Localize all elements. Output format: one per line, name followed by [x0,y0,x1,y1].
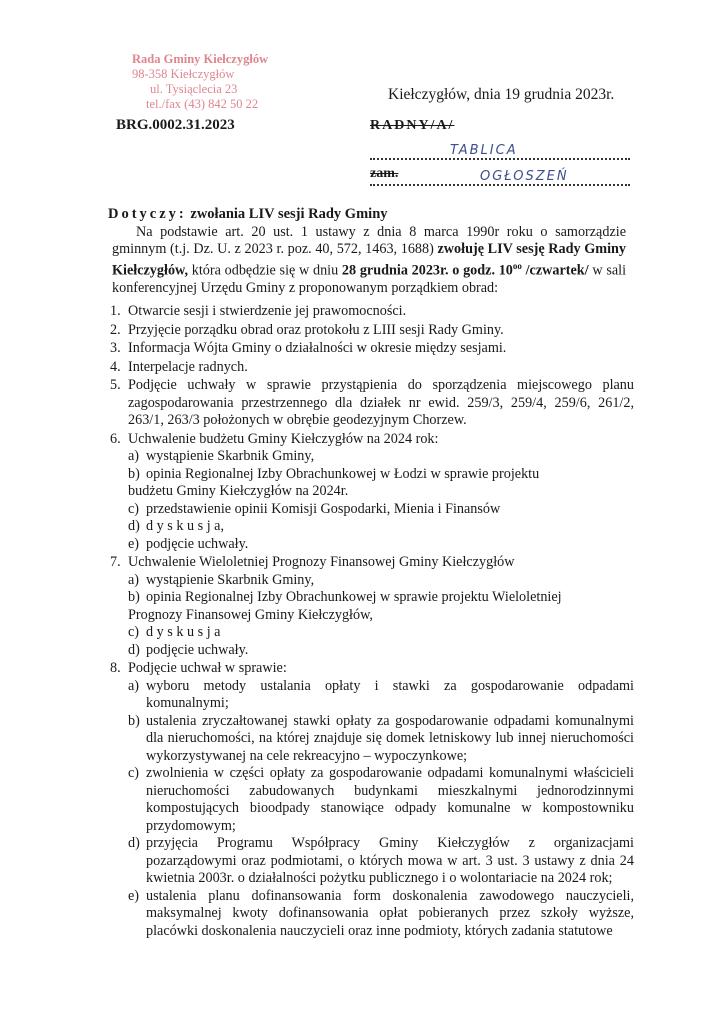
agenda-item-number: 1. [110,303,121,319]
agenda-item-text: Uchwalenie Wieloletniej Prognozy Finansowej Gminy Kiełczygłów [128,554,515,570]
agenda-subitem-letter: a) [128,677,140,694]
intro-superscript: oo [512,261,522,271]
agenda-subitem [128,713,634,766]
agenda-subitem-text: zwolnienia w części opłaty za gospodarowanie odpadami komunalnymi właścicieli nieruchomości zabudowanych budynkami mieszkalnymi jednorodzinnymi kompostujących bioodpady stanowiące odpady komunalne w kompostowniku przydomowym; [146,765,634,834]
agenda-subitem-letter: d) [128,641,140,658]
agenda-subitems [128,678,634,941]
agenda-subitem-text: wyboru metody ustalania opłaty i stawki za gospodarowanie odpadami komunalnymi; [146,677,634,711]
handwritten-text-1: TABLICA [450,143,518,158]
subject-label: Dotyczy: [108,206,187,222]
handwritten-text-2: OGŁOSZEŃ [480,169,569,184]
agenda-item-text: Podjęcie uchwały w sprawie przystąpienia do sporządzenia miejscowego planu zagospodarowania przestrzennego dla działek nr ewid. 259/3, 259/4, 259/6, 261/2, 263/1, 263/3 położonych w obrębie geodezyjnym Chorzew. [128,377,634,428]
stamp-line-1: Rada Gminy Kiełczygłów [132,52,269,66]
agenda-subitem-text: podjęcie uchwały. [146,535,249,552]
agenda-item [104,660,634,940]
agenda-item-number: 3. [110,340,121,356]
agenda-item [104,359,634,377]
recipient-block [370,118,630,186]
agenda-item [104,554,634,659]
agenda-subitem-text: podjęcie uchwały. [146,641,249,658]
agenda-subitem-continuation: budżetu Gminy Kiełczygłów na 2024r. [128,483,349,499]
agenda-subitem [128,501,634,519]
agenda-subitem [128,678,634,713]
agenda-subitem-text: wystąpienie Skarbnik Gminy, [146,448,315,464]
agenda-subitem [128,448,634,466]
agenda-item-number: 6. [110,430,121,447]
agenda-subitem [128,765,634,835]
council-stamp [118,52,298,112]
recipient-line-2 [370,162,630,186]
agenda-subitem-text: przyjęcia Programu Współpracy Gminy Kiełczygłów z organizacjami pozarządowymi oraz podmiotami, o których mowa w art. 3 ust. 3 ustawy z dnia 24 kwietnia 2003r. o działalności pożytku publicznego i o wolontariacie na 2024 rok; [146,835,634,886]
agenda-item-number: 7. [110,554,121,570]
agenda-subitem-letter: d) [128,835,140,851]
agenda-subitem-text: ustalenia zryczałtowanej stawki opłaty za gospodarowanie odpadami komunalnymi dla nieruchomości, na której znajduje się domek letniskowy lub innej nieruchomości wykorzystywanej na cele rekreacyjno – wypoczynkowe; [146,712,634,764]
stamp-line-2: 98-358 Kiełczygłów [132,67,235,81]
agenda-subitem-letter: a) [128,448,140,464]
agenda-subitem [128,518,634,536]
agenda-subitem [128,589,634,624]
agenda-item-text: Uchwalenie budżetu Gminy Kiełczygłów na 2024 rok: [128,430,439,447]
agenda-subitems [128,448,634,553]
agenda-subitem-text: przedstawienie opinii Komisji Gospodarki, Mienia i Finansów [146,500,501,517]
recipient-line-1 [370,136,630,160]
agenda-subitem [128,624,634,642]
agenda-subitem-text: opinia Regionalnej Izby Obrachunkowej w sprawie projektu Wieloletniej [146,589,562,605]
intro-part-3: w sali konferencyjnej Urzędu Gminy z proponowanym porządkiem obrad: [112,262,627,296]
reference-number: BRG.0002.31.2023 [116,117,235,133]
agenda-subitem-text: opinia Regionalnej Izby Obrachunkowej w Łodzi w sprawie projektu [146,465,540,482]
agenda-subitems [128,572,634,660]
agenda-item-number: 5. [110,377,121,393]
agenda-subitem-text: ustalenia planu dofinansowania form doskonalenia zawodowego nauczycieli, maksymalnej kwoty dofinansowania opłat pobieranych przez szkoły wyższe, placówki doskonalenia nauczycieli oraz inne podmioty, których zadania statutowe [146,887,634,939]
agenda-subitem-letter: a) [128,571,140,588]
agenda-subitem-letter: c) [128,624,140,640]
place-and-date: Kiełczygłów, dnia 19 grudnia 2023r. [388,86,615,103]
agenda-item [104,431,634,554]
agenda-subitem-letter: d) [128,518,140,534]
agenda-item-number: 2. [110,321,121,338]
agenda-subitem-letter: b) [128,465,140,482]
agenda-subitem [128,642,634,660]
agenda-item [104,303,634,321]
agenda-subitem-letter: e) [128,535,140,552]
intro-part-1: Na podstawie art. 20 ust. 1 ustawy z dnia 8 marca 1990r roku o samorządzie gminnym (t.j. Dz. U. z 2023 r. poz. 40, 572, 1463, 1688) [112,224,626,257]
agenda-item-number: 8. [110,660,121,676]
agenda-subitem-letter: b) [128,589,140,605]
agenda-subitem [128,888,634,941]
agenda-subitem-continuation: Prognozy Finansowej Gminy Kiełczygłów, [128,606,373,623]
agenda-item-text: Podjęcie uchwał w sprawie: [128,660,287,676]
stamp-line-4: tel./fax (43) 842 50 22 [146,97,259,111]
agenda-item [104,322,634,340]
intro-bold-1: zwołuję LIV sesję Rady Gminy Kiełczygłów, [112,241,627,279]
subject-line [108,206,388,223]
agenda-item [104,377,634,430]
agenda-subitem-letter: c) [128,500,140,517]
intro-bold-3: /czwartek/ [525,262,589,279]
agenda-subitem-letter: e) [128,887,140,904]
intro-bold-2: 28 grudnia 2023r. o godz. 10 [341,262,513,279]
agenda-subitem-letter: c) [128,765,140,781]
agenda-item-number: 4. [110,358,121,375]
intro-paragraph [112,224,626,297]
intro-part-2: która odbędzie się w dniu [191,262,339,279]
agenda-subitem [128,835,634,888]
agenda-item-text: Przyjęcie porządku obrad oraz protokołu z LIII sesji Rady Gminy. [128,321,504,338]
subject-text: zwołania LIV sesji Rady Gminy [190,206,388,222]
agenda-item [104,340,634,358]
stamp-line-3: ul. Tysiąclecia 23 [150,82,238,96]
address-label: zam. [370,166,399,181]
agenda-item-text: Informacja Wójta Gminy o działalności w okresie między sesjami. [128,340,507,356]
agenda-subitem-text: d y s k u s j a, [146,518,225,534]
recipient-title: RADNY/A/ [370,118,455,133]
agenda-item-text: Otwarcie sesji i stwierdzenie jej prawomocności. [128,303,407,319]
agenda-subitem [128,466,634,501]
agenda-list [104,303,634,941]
agenda-subitem-text: wystąpienie Skarbnik Gminy, [146,571,315,588]
agenda-item-text: Interpelacje radnych. [128,358,248,375]
agenda-subitem [128,536,634,554]
agenda-subitem-text: d y s k u s j a [146,624,221,640]
agenda-subitem [128,572,634,590]
agenda-subitem-letter: b) [128,712,140,729]
